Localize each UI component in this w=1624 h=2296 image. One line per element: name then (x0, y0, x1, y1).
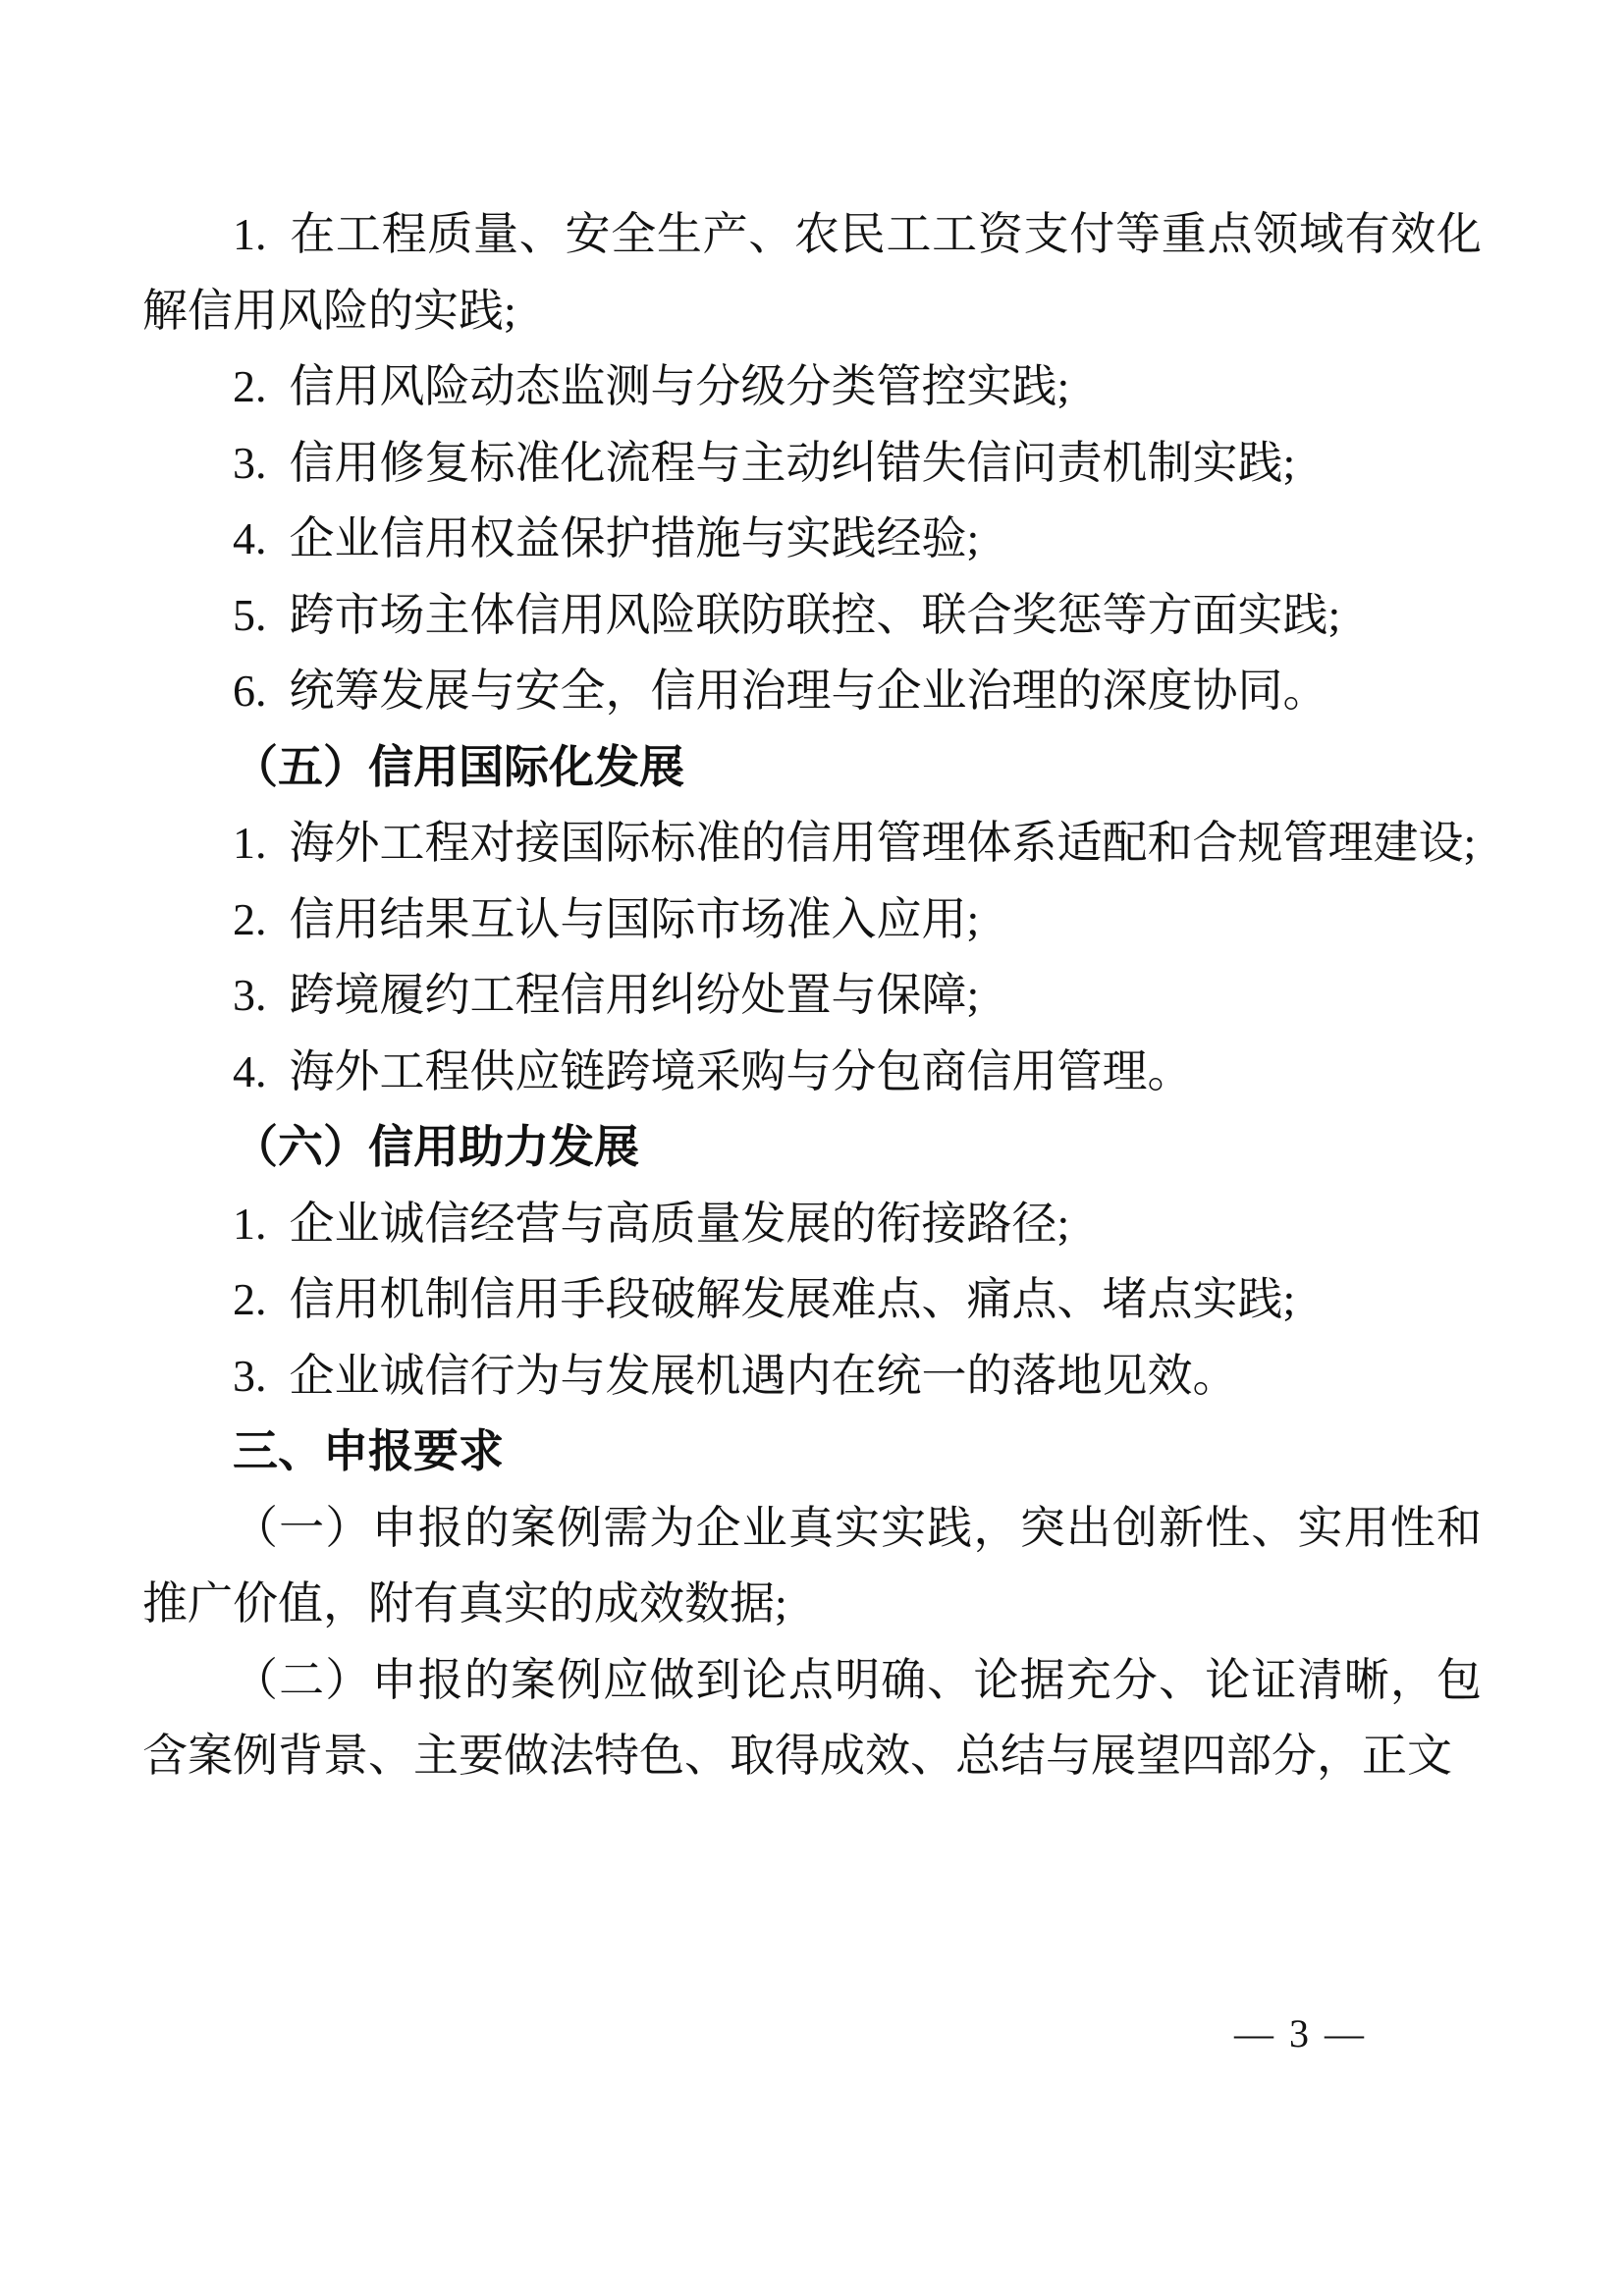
paragraph: 3. 跨境履约工程信用纠纷处置与保障; (233, 970, 980, 1020)
paragraph: （二）申报的案例应做到论点明确、论据充分、论证清晰，包含案例背景、主要做法特色、取得成效、总结与展望四部分，正文 (142, 1654, 1482, 1781)
paragraph: 1. 在工程质量、安全生产、农民工工资支付等重点领域有效化解信用风险的实践; (142, 209, 1482, 336)
document-body (142, 196, 1482, 1794)
paragraph: 5. 跨市场主体信用风险联防联控、联合奖惩等方面实践; (233, 589, 1341, 640)
paragraph: 3. 信用修复标准化流程与主动纠错失信问责机制实践; (233, 437, 1296, 488)
page-number: — 3 — (1234, 2011, 1367, 2056)
paragraph: 4. 企业信用权益保护措施与实践经验; (233, 513, 980, 563)
paragraph: 2. 信用风险动态监测与分级分类管控实践; (233, 361, 1070, 411)
paragraph: 1. 海外工程对接国际标准的信用管理体系适配和合规管理建设; (233, 818, 1477, 868)
paragraph: 2. 信用机制信用手段破解发展难点、痛点、堵点实践; (233, 1274, 1296, 1324)
paragraph: 4. 海外工程供应链跨境采购与分包商信用管理。 (233, 1045, 1193, 1096)
sub-heading: （六）信用助力发展 (233, 1122, 639, 1172)
paragraph: 2. 信用结果互认与国际市场准入应用; (233, 893, 980, 944)
paragraph: 6. 统筹发展与安全，信用治理与企业治理的深度协同。 (233, 666, 1328, 716)
paragraph: （一）申报的案例需为企业真实实践，突出创新性、实用性和推广价值，附有真实的成效数据; (142, 1502, 1482, 1629)
section-heading: 三、申报要求 (233, 1425, 504, 1476)
paragraph: 3. 企业诚信行为与发展机遇内在统一的落地见效。 (233, 1350, 1238, 1401)
paragraph: 1. 企业诚信经营与高质量发展的衔接路径; (233, 1198, 1070, 1249)
sub-heading: （五）信用国际化发展 (233, 741, 684, 792)
